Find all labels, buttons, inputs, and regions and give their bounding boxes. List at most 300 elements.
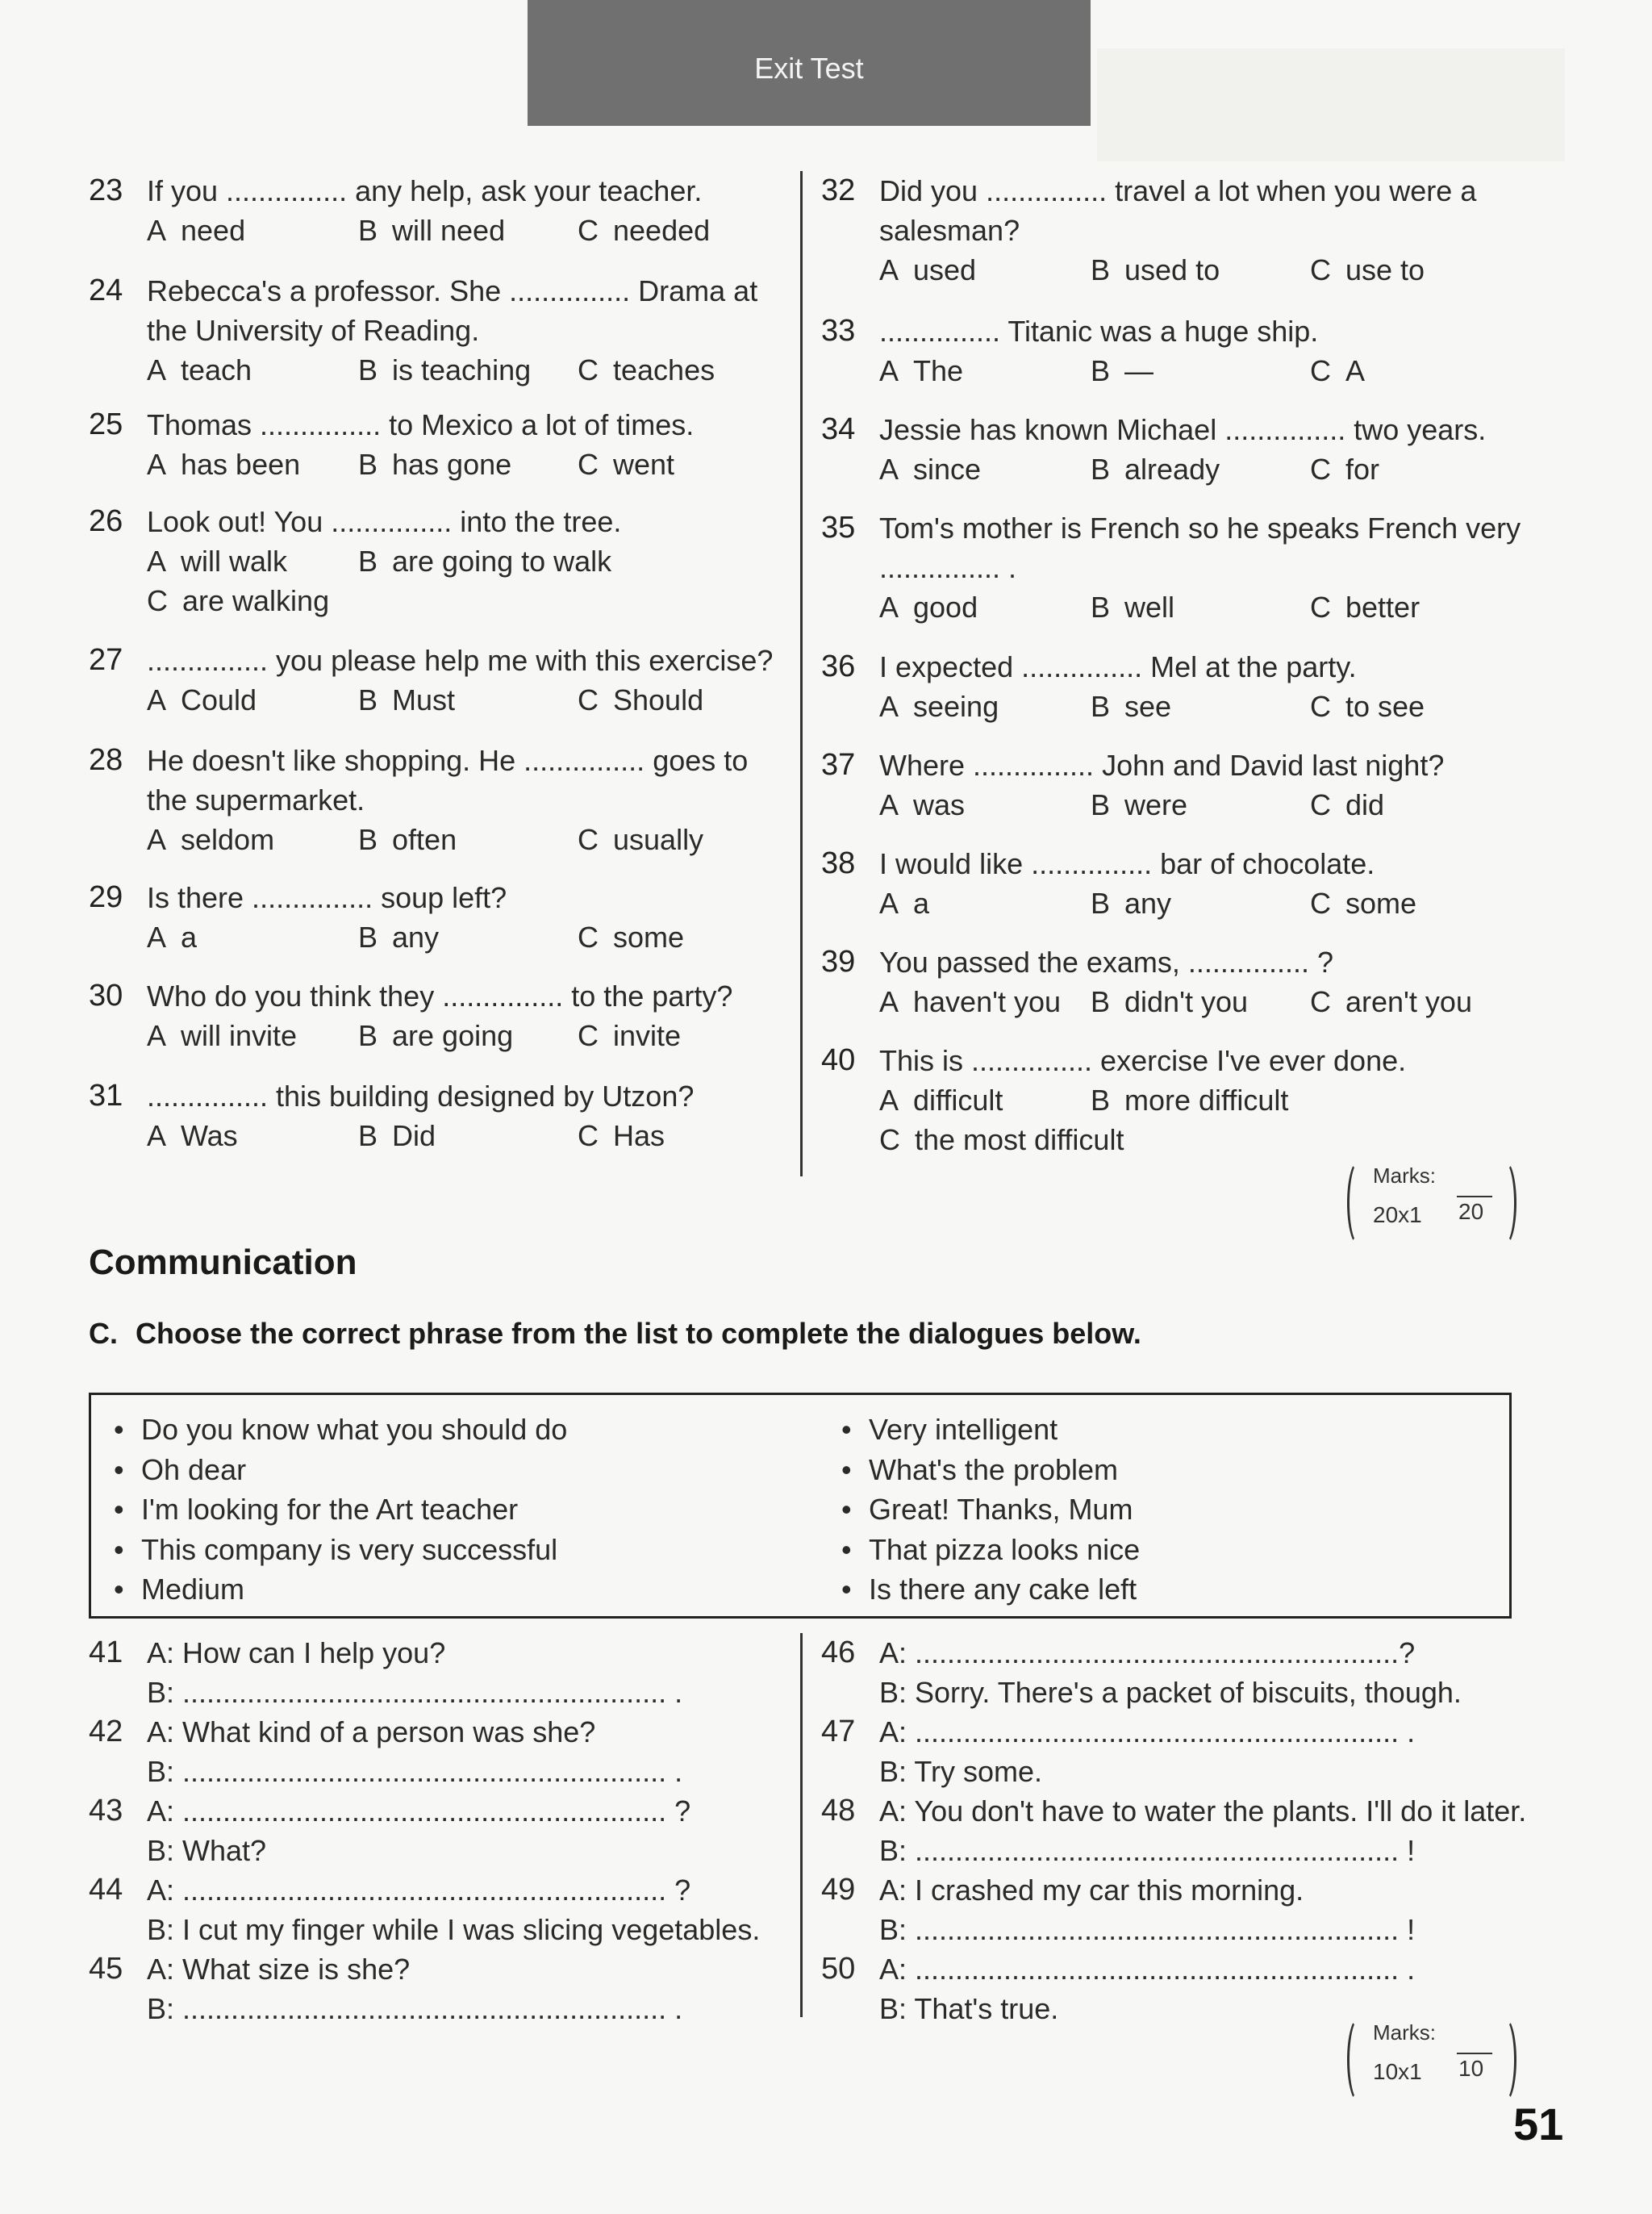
option-text: already	[1124, 453, 1220, 486]
marks-label: Marks:	[1373, 2020, 1436, 2045]
option-text: since	[913, 453, 982, 486]
answer-option	[578, 350, 715, 390]
answer-option	[578, 445, 674, 484]
answer-option	[879, 587, 978, 627]
paren-left	[1347, 2017, 1370, 2103]
option-letter: B	[1091, 788, 1111, 821]
question-stem: I expected ............... Mel at the party.	[879, 650, 1357, 683]
question-stem: ............... Titanic was a huge ship.	[879, 315, 1319, 348]
answer-option	[578, 820, 703, 859]
phrase-text: Medium	[141, 1573, 245, 1606]
paren-right	[1493, 1160, 1516, 1246]
answer-option	[879, 982, 1061, 1021]
dialogue-number: 50	[821, 1952, 856, 1986]
dialogue-number: 47	[821, 1715, 856, 1748]
option-letter: A	[879, 788, 899, 821]
option-text: will walk	[181, 545, 288, 578]
option-letter: B	[1091, 591, 1111, 624]
option-row	[147, 350, 757, 390]
speaker-a-line: A: ............................................................?	[879, 1636, 1416, 1669]
phrase-item	[830, 1410, 1140, 1450]
option-letter: A	[147, 1119, 167, 1152]
option-text: —	[1124, 354, 1154, 387]
answer-option	[147, 445, 300, 484]
dialogue-number: 41	[89, 1635, 123, 1669]
option-text: any	[392, 921, 440, 954]
phrase-text: Do you know what you should do	[141, 1413, 568, 1446]
option-letter: A	[147, 353, 167, 386]
bullet-icon: •	[841, 1413, 852, 1446]
instruction-letter: C.	[89, 1317, 118, 1350]
option-letter: C	[578, 448, 599, 481]
phrase-item	[102, 1410, 567, 1450]
question-number: 23	[89, 173, 123, 207]
speaker-a-line: A: ............................................................ .	[879, 1953, 1416, 1986]
question-number: 32	[821, 173, 856, 207]
option-text: some	[1345, 887, 1417, 920]
option-text: Has	[613, 1119, 665, 1152]
answer-option	[1310, 351, 1365, 391]
question-body	[147, 171, 711, 250]
option-letter: C	[1310, 354, 1331, 387]
option-letter: B	[1091, 453, 1111, 486]
phrase-item	[830, 1530, 1140, 1570]
background-shadow	[1097, 48, 1565, 161]
question-stem: Jessie has known Michael ............... two years.	[879, 413, 1487, 446]
answer-option	[879, 250, 976, 290]
answer-option	[879, 884, 929, 923]
option-text: has gone	[392, 448, 512, 481]
instruction-text: Choose the correct phrase from the list to complete the dialogues below.	[136, 1317, 1141, 1350]
question-stem: You passed the exams, ............... ?	[879, 946, 1333, 979]
page-header-tab	[528, 0, 1091, 126]
phrase-text: What's the problem	[869, 1452, 1119, 1486]
marks-denominator: 10	[1458, 2056, 1484, 2081]
question-number: 27	[89, 643, 123, 677]
phrase-item	[102, 1569, 567, 1610]
option-text: has been	[181, 448, 301, 481]
question-stem: If you ............... any help, ask your teacher.	[147, 174, 703, 207]
answer-option	[147, 1116, 238, 1155]
dialogue-number: 45	[89, 1952, 123, 1986]
answer-option	[1091, 351, 1153, 391]
marks-multiplier: 20x1	[1373, 1202, 1422, 1227]
question-body	[147, 271, 757, 390]
question-number: 28	[89, 743, 123, 777]
question-body	[147, 641, 773, 720]
dialogue-number: 44	[89, 1873, 123, 1907]
answer-option	[1310, 449, 1379, 489]
fraction-line	[1457, 2053, 1492, 2054]
option-row	[147, 1016, 732, 1055]
question-body	[879, 942, 1472, 1021]
option-letter: B	[1091, 354, 1111, 387]
question-number: 34	[821, 412, 856, 446]
answer-option	[358, 445, 511, 484]
question-body	[147, 976, 732, 1055]
option-text: is teaching	[392, 353, 532, 386]
question-stem: the supermarket.	[147, 783, 365, 817]
bullet-icon: •	[841, 1532, 852, 1566]
option-letter: B	[358, 545, 378, 578]
page-number: 51	[1513, 2099, 1564, 2149]
answer-option	[879, 449, 981, 489]
option-letter: C	[1310, 985, 1331, 1018]
speaker-b-line: B: Try some.	[879, 1755, 1043, 1788]
option-text: needed	[613, 214, 711, 247]
option-text: usually	[613, 823, 704, 856]
answer-option	[1310, 785, 1384, 825]
question-body	[147, 405, 694, 484]
speaker-b-line: B: I cut my finger while I was slicing vegetables.	[147, 1913, 761, 1946]
option-row	[147, 917, 685, 957]
question-number: 38	[821, 846, 856, 880]
bullet-icon: •	[114, 1532, 124, 1566]
question-number: 37	[821, 748, 856, 782]
option-text: Must	[392, 683, 456, 716]
answer-option	[879, 1080, 1003, 1120]
option-row	[879, 687, 1425, 726]
phrase-item	[830, 1489, 1140, 1530]
answer-option	[147, 581, 329, 620]
option-text: did	[1345, 788, 1385, 821]
option-text: teach	[181, 353, 252, 386]
question-stem: He doesn't like shopping. He ............... goes to	[147, 744, 749, 777]
answer-option	[358, 350, 531, 390]
question-body	[879, 410, 1486, 489]
option-letter: A	[879, 1084, 899, 1117]
option-text: was	[913, 788, 966, 821]
paren-left	[1347, 1160, 1370, 1246]
option-row	[147, 211, 711, 250]
option-row	[147, 445, 694, 484]
answer-option	[358, 541, 611, 581]
option-letter: C	[1310, 887, 1331, 920]
question-body	[879, 844, 1417, 923]
phrase-item	[102, 1530, 567, 1570]
speaker-a-line: A: What kind of a person was she?	[147, 1715, 596, 1748]
speaker-b-line: B: ............................................................ .	[147, 1992, 683, 2025]
option-text: seldom	[181, 823, 275, 856]
option-text: are going to walk	[392, 545, 612, 578]
question-body	[879, 508, 1521, 627]
dialogue-number: 42	[89, 1715, 123, 1748]
header-title: Exit Test	[754, 52, 864, 85]
speaker-b-line: B: Sorry. There's a packet of biscuits, though.	[879, 1676, 1462, 1709]
option-row	[147, 680, 773, 720]
question-body	[147, 878, 685, 957]
option-letter: A	[879, 591, 899, 624]
section-title: Communication	[89, 1243, 357, 1282]
bullet-icon: •	[841, 1493, 852, 1526]
dialogue-number: 46	[821, 1635, 856, 1669]
option-row	[147, 1116, 694, 1155]
phrase-text: I'm looking for the Art teacher	[141, 1493, 519, 1526]
question-number: 39	[821, 945, 856, 979]
option-letter: C	[147, 584, 168, 617]
option-text: will invite	[181, 1019, 298, 1052]
option-text: will need	[392, 214, 506, 247]
answer-option	[147, 1016, 297, 1055]
option-letter: A	[147, 921, 167, 954]
question-number: 29	[89, 880, 123, 914]
answer-option	[1310, 884, 1416, 923]
option-letter: A	[879, 453, 899, 486]
question-body	[879, 647, 1425, 726]
option-letter: C	[578, 1019, 599, 1052]
marks-box-communication	[1347, 2017, 1516, 2101]
fraction-line	[1457, 1196, 1492, 1197]
speaker-b-line: B: What?	[147, 1834, 267, 1867]
question-body	[147, 741, 748, 859]
option-letter: C	[1310, 690, 1331, 723]
option-text: used to	[1124, 253, 1220, 286]
marks-box-grammar	[1347, 1160, 1516, 1244]
answer-option	[1091, 687, 1171, 726]
question-stem: the University of Reading.	[147, 314, 480, 347]
option-letter: B	[358, 1019, 378, 1052]
dialogue-number: 43	[89, 1794, 123, 1828]
answer-option	[578, 1116, 665, 1155]
answer-option	[1091, 1080, 1288, 1120]
question-number: 33	[821, 314, 856, 348]
option-letter: B	[1091, 1084, 1111, 1117]
option-letter: A	[879, 887, 899, 920]
phrase-text: Is there any cake left	[869, 1573, 1137, 1606]
option-row	[879, 982, 1472, 1021]
option-text: went	[613, 448, 675, 481]
option-text: didn't you	[1124, 985, 1248, 1018]
option-letter: A	[147, 448, 167, 481]
option-row	[879, 250, 1476, 290]
phrase-text: Oh dear	[141, 1452, 247, 1486]
option-letter: A	[879, 253, 899, 286]
question-body	[147, 502, 621, 620]
phrase-item	[830, 1450, 1140, 1490]
option-text: to see	[1345, 690, 1425, 723]
option-letter: C	[578, 214, 599, 247]
option-letter: C	[1310, 453, 1331, 486]
answer-option	[879, 687, 999, 726]
marks-label: Marks:	[1373, 1163, 1436, 1188]
phrase-text: That pizza looks nice	[869, 1532, 1141, 1566]
answer-option	[1310, 250, 1425, 290]
dialogue-divider	[800, 1633, 803, 2017]
option-text: aren't you	[1345, 985, 1472, 1018]
phrase-box	[89, 1393, 1512, 1619]
option-text: better	[1345, 591, 1420, 624]
speaker-a-line: A: ............................................................ ?	[147, 1794, 691, 1828]
option-row	[879, 1120, 1406, 1159]
answer-option	[358, 211, 505, 250]
option-text: are walking	[182, 584, 330, 617]
question-number: 24	[89, 274, 123, 307]
answer-option	[879, 785, 965, 825]
marks-denominator: 20	[1458, 1199, 1484, 1224]
option-text: Was	[181, 1119, 238, 1152]
option-text: difficult	[913, 1084, 1003, 1117]
speaker-a-line: A: I crashed my car this morning.	[879, 1874, 1304, 1907]
paren-right	[1493, 2017, 1516, 2103]
question-number: 31	[89, 1079, 123, 1113]
option-row	[147, 581, 621, 620]
question-number: 40	[821, 1043, 856, 1077]
bullet-icon: •	[114, 1493, 124, 1526]
option-text: well	[1124, 591, 1175, 624]
answer-option	[358, 1116, 436, 1155]
question-number: 30	[89, 979, 123, 1013]
phrase-item	[102, 1450, 567, 1490]
question-stem: Where ............... John and David last night?	[879, 749, 1445, 782]
option-row	[879, 351, 1366, 391]
option-letter: C	[879, 1123, 900, 1156]
question-stem: Thomas ............... to Mexico a lot of times.	[147, 408, 695, 441]
option-letter: B	[358, 683, 378, 716]
option-letter: B	[358, 448, 378, 481]
answer-option	[147, 917, 197, 957]
dialogue-number: 48	[821, 1794, 856, 1828]
answer-option	[879, 1120, 1124, 1159]
option-letter: A	[879, 354, 899, 387]
instruction	[89, 1317, 1141, 1351]
bullet-icon: •	[114, 1452, 124, 1486]
question-stem: Rebecca's a professor. She ............... Drama at	[147, 274, 758, 307]
option-text: some	[613, 921, 685, 954]
answer-option	[358, 680, 455, 720]
question-body	[147, 1076, 694, 1155]
option-letter: B	[358, 214, 378, 247]
phrase-item	[102, 1489, 567, 1530]
question-number: 36	[821, 650, 856, 683]
option-letter: A	[879, 985, 899, 1018]
question-number: 35	[821, 511, 856, 545]
option-text: the most difficult	[915, 1123, 1124, 1156]
answer-option	[1091, 785, 1187, 825]
answer-option	[1091, 884, 1171, 923]
option-text: seeing	[913, 690, 999, 723]
answer-option	[358, 917, 439, 957]
answer-option	[879, 351, 963, 391]
option-text: for	[1345, 453, 1380, 486]
option-text: see	[1124, 690, 1172, 723]
speaker-b-line: B: That's true.	[879, 1992, 1059, 2025]
option-letter: A	[147, 214, 167, 247]
answer-option	[1091, 982, 1248, 1021]
option-text: used	[913, 253, 977, 286]
speaker-a-line: A: You don't have to water the plants. I'll do it later.	[879, 1794, 1527, 1828]
answer-option	[147, 680, 257, 720]
question-stem: I would like ............... bar of chocolate.	[879, 847, 1375, 880]
option-letter: B	[1091, 690, 1111, 723]
option-text: a	[181, 921, 198, 954]
option-letter: C	[1310, 591, 1331, 624]
bullet-icon: •	[841, 1452, 852, 1486]
phrase-list-left	[102, 1410, 567, 1610]
answer-option	[147, 820, 274, 859]
question-stem: ............... you please help me with this exercise?	[147, 644, 774, 677]
option-text: need	[181, 214, 246, 247]
option-letter: B	[358, 823, 378, 856]
answer-option	[147, 350, 252, 390]
speaker-b-line: B: ............................................................ !	[879, 1834, 1416, 1867]
option-letter: B	[358, 1119, 378, 1152]
column-divider	[800, 171, 803, 1176]
answer-option	[1310, 982, 1472, 1021]
bullet-icon: •	[114, 1573, 124, 1606]
phrase-text: This company is very successful	[141, 1532, 558, 1566]
question-stem: ............... .	[879, 551, 1017, 584]
option-letter: C	[578, 823, 599, 856]
option-row	[879, 449, 1486, 489]
answer-option	[578, 211, 710, 250]
option-letter: C	[578, 921, 599, 954]
option-letter: C	[578, 353, 599, 386]
speaker-b-line: B: ............................................................ .	[147, 1755, 683, 1788]
answer-option	[578, 680, 703, 720]
question-stem: Is there ............... soup left?	[147, 881, 507, 914]
question-stem: Did you ............... travel a lot when you were a	[879, 174, 1477, 207]
option-letter: B	[1091, 985, 1111, 1018]
answer-option	[1310, 687, 1425, 726]
question-number: 26	[89, 504, 123, 538]
answer-option	[358, 820, 457, 859]
option-letter: A	[147, 823, 167, 856]
option-letter: B	[358, 353, 378, 386]
option-row	[879, 785, 1444, 825]
question-number: 25	[89, 407, 123, 441]
answer-option	[358, 1016, 513, 1055]
option-text: teaches	[613, 353, 715, 386]
option-letter: C	[578, 683, 599, 716]
option-letter: A	[147, 545, 167, 578]
answer-option	[147, 541, 287, 581]
option-text: a	[913, 887, 930, 920]
option-letter: B	[1091, 253, 1111, 286]
option-text: A	[1345, 354, 1366, 387]
phrase-list-right	[830, 1410, 1140, 1610]
answer-option	[578, 917, 684, 957]
speaker-a-line: A: ............................................................ ?	[147, 1874, 691, 1907]
option-letter: B	[358, 921, 378, 954]
dialogue-number: 49	[821, 1873, 856, 1907]
answer-option	[1091, 250, 1220, 290]
question-stem: Look out! You ............... into the tree.	[147, 505, 622, 538]
option-text: use to	[1345, 253, 1425, 286]
question-stem: ............... this building designed by Utzon?	[147, 1080, 695, 1113]
option-letter: C	[1310, 788, 1331, 821]
speaker-a-line: A: ............................................................ .	[879, 1715, 1416, 1748]
option-letter: C	[578, 1119, 599, 1152]
option-text: are going	[392, 1019, 514, 1052]
option-text: Did	[392, 1119, 436, 1152]
answer-option	[147, 211, 245, 250]
bullet-icon: •	[114, 1413, 124, 1446]
option-text: any	[1124, 887, 1172, 920]
question-body	[879, 171, 1476, 290]
option-text: were	[1124, 788, 1188, 821]
question-stem: This is ............... exercise I've ever done.	[879, 1044, 1407, 1077]
bullet-icon: •	[841, 1573, 852, 1606]
option-row	[147, 820, 748, 859]
speaker-b-line: B: ............................................................ !	[879, 1913, 1416, 1946]
question-stem: salesman?	[879, 214, 1020, 247]
option-letter: B	[1091, 887, 1111, 920]
option-text: Could	[181, 683, 257, 716]
question-body	[879, 746, 1444, 825]
option-text: The	[913, 354, 964, 387]
question-stem: Who do you think they ............... to the party?	[147, 980, 733, 1013]
option-letter: A	[147, 683, 167, 716]
